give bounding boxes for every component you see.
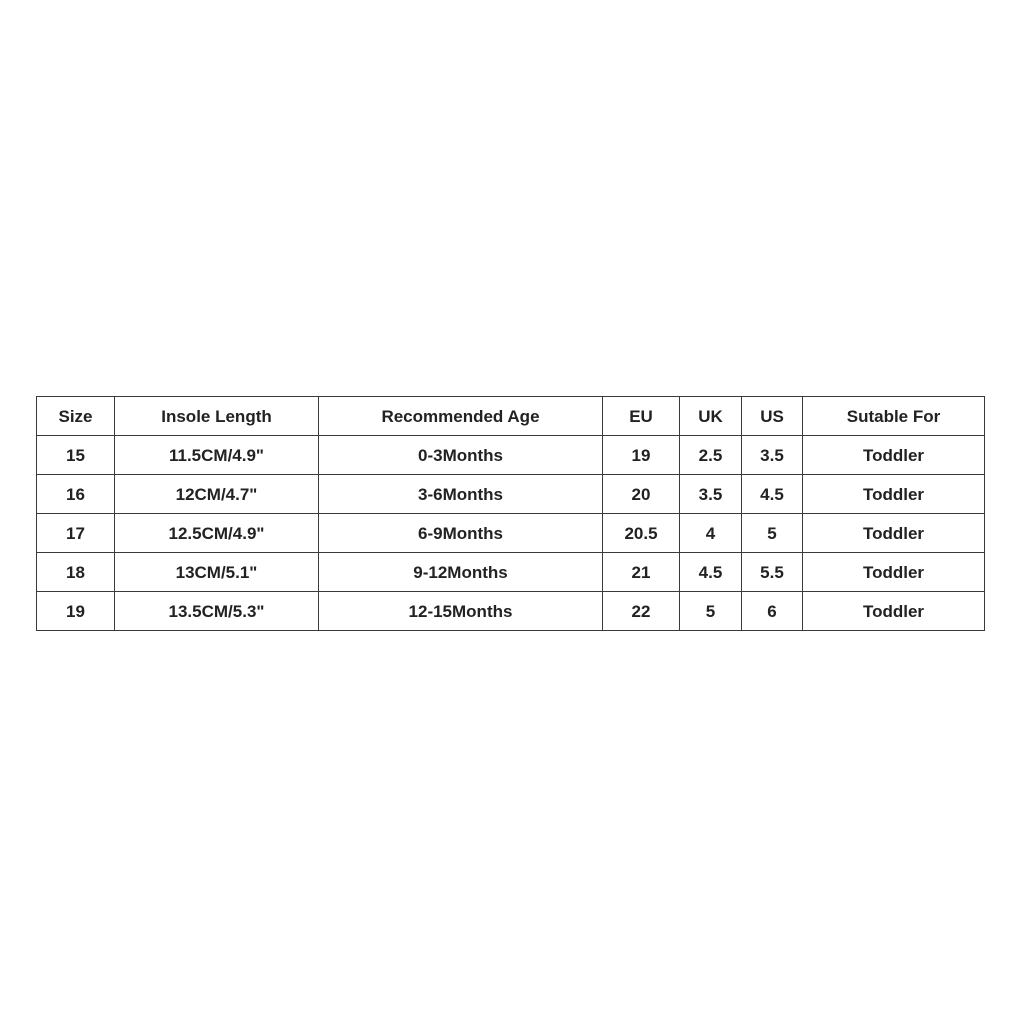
cell-insole-length: 12.5CM/4.9" <box>115 514 319 553</box>
cell-uk: 4 <box>680 514 742 553</box>
cell-uk: 5 <box>680 592 742 631</box>
column-header-eu: EU <box>603 397 680 436</box>
cell-insole-length: 13CM/5.1" <box>115 553 319 592</box>
cell-recommended-age: 9-12Months <box>319 553 603 592</box>
column-header-recommended-age: Recommended Age <box>319 397 603 436</box>
column-header-uk: UK <box>680 397 742 436</box>
cell-size: 19 <box>37 592 115 631</box>
cell-recommended-age: 12-15Months <box>319 592 603 631</box>
cell-us: 5.5 <box>742 553 803 592</box>
table-row <box>37 592 985 631</box>
table-row <box>37 514 985 553</box>
cell-suitable-for: Toddler <box>803 592 985 631</box>
cell-eu: 22 <box>603 592 680 631</box>
column-header-size: Size <box>37 397 115 436</box>
cell-suitable-for: Toddler <box>803 475 985 514</box>
cell-insole-length: 13.5CM/5.3" <box>115 592 319 631</box>
column-header-us: US <box>742 397 803 436</box>
cell-insole-length: 12CM/4.7" <box>115 475 319 514</box>
cell-size: 16 <box>37 475 115 514</box>
table-row <box>37 475 985 514</box>
cell-uk: 2.5 <box>680 436 742 475</box>
cell-recommended-age: 6-9Months <box>319 514 603 553</box>
cell-size: 17 <box>37 514 115 553</box>
cell-eu: 20.5 <box>603 514 680 553</box>
cell-us: 4.5 <box>742 475 803 514</box>
cell-recommended-age: 3-6Months <box>319 475 603 514</box>
table-header-row <box>37 397 985 436</box>
cell-uk: 4.5 <box>680 553 742 592</box>
cell-us: 6 <box>742 592 803 631</box>
table-row <box>37 436 985 475</box>
cell-size: 15 <box>37 436 115 475</box>
cell-recommended-age: 0-3Months <box>319 436 603 475</box>
column-header-insole-length: Insole Length <box>115 397 319 436</box>
cell-suitable-for: Toddler <box>803 514 985 553</box>
cell-eu: 21 <box>603 553 680 592</box>
cell-us: 3.5 <box>742 436 803 475</box>
cell-eu: 19 <box>603 436 680 475</box>
table-row <box>37 553 985 592</box>
cell-uk: 3.5 <box>680 475 742 514</box>
cell-size: 18 <box>37 553 115 592</box>
cell-us: 5 <box>742 514 803 553</box>
size-chart-table <box>36 396 985 631</box>
cell-suitable-for: Toddler <box>803 436 985 475</box>
cell-insole-length: 11.5CM/4.9" <box>115 436 319 475</box>
cell-suitable-for: Toddler <box>803 553 985 592</box>
cell-eu: 20 <box>603 475 680 514</box>
column-header-suitable-for: Sutable For <box>803 397 985 436</box>
